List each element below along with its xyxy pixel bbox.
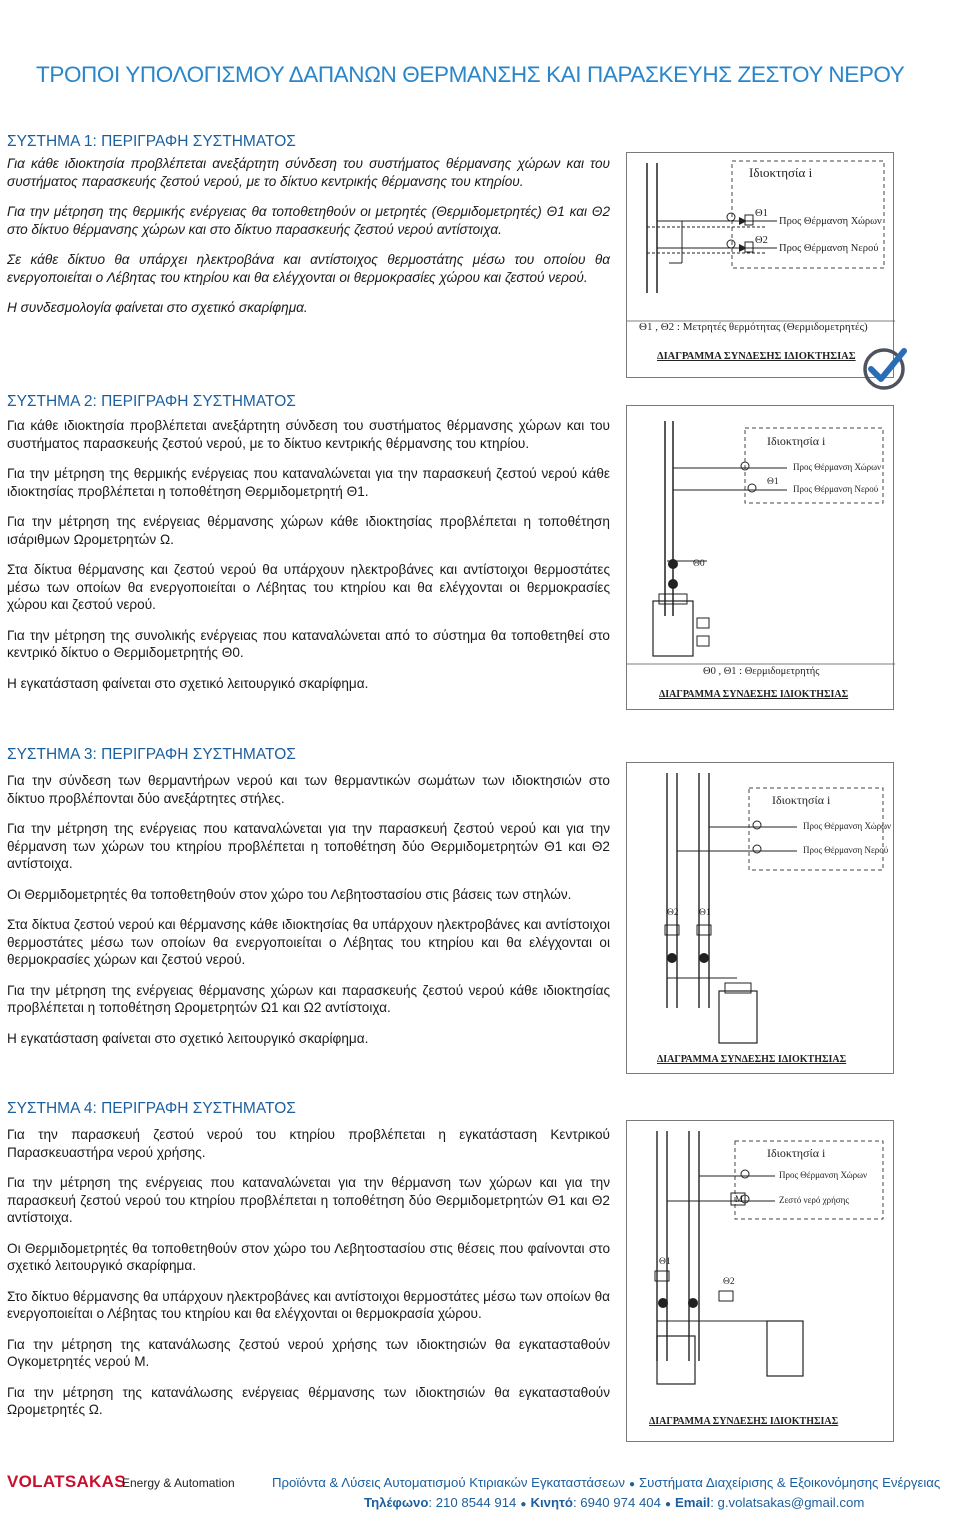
system-4-p5: Για την μέτρηση της κατανάλωσης ζεστού νερού χρήσης των ιδιοκτησιών θα εγκατασταθούν Ογκομετρητές νερού Μ. (7, 1336, 610, 1369)
diagram-2-meter1: Θ1 (767, 477, 779, 487)
bullet-icon: ● (664, 1499, 672, 1510)
system-3-text (7, 772, 610, 1047)
system-3-diagram (626, 762, 894, 1074)
footer (0, 1462, 960, 1524)
system-4-title: ΣΥΣΤΗΜΑ 4: ΠΕΡΙΓΡΑΦΗ ΣΥΣΤΗΜΑΤΟΣ (7, 1100, 296, 1117)
footer-contacts: Τηλέφωνο: 210 8544 914 ● Κινητό: 6940 974 404 ● Email: g.volatsakas@gmail.com (364, 1495, 865, 1510)
system-4-p2: Για την μέτρηση της ενέργειας που καταναλώνεται για την θέρμανση των χώρων και για την παρασκευή ζεστού νερού του κτηρίου προβλέπεται η τοποθέτηση δύο Θερμιδομετρητών Θ1 και Θ2 αντίστοιχα. (7, 1175, 610, 1225)
system-1-title: ΣΥΣΤΗΜΑ 1: ΠΕΡΙΓΡΑΦΗ ΣΥΣΤΗΜΑΤΟΣ (7, 133, 296, 150)
diagram-3-line2: Προς Θέρμανση Νερού (803, 845, 889, 855)
email-link[interactable]: g.volatsakas@gmail.com (717, 1495, 865, 1510)
diagram-2-property: Ιδιοκτησία i (767, 434, 826, 448)
phone-label: Τηλέφωνο (364, 1495, 429, 1510)
system-3-p6: Η εγκατάσταση φαίνεται στο σχετικό λειτουργικό σκαρίφημα. (7, 1030, 369, 1046)
diagram-1-meter2: Θ2 (755, 235, 768, 246)
system-3-p4: Στα δίκτυα ζεστού νερού και θέρμανσης κάθε ιδιοκτησίας θα υπάρχουν ηλεκτροβάνες και αντίστοιχοι θερμοστάτες μέσω των οποίων θα ενεργοποιείται ο Λέβητας του κτηρίου και θα ελέγχονται οι θερμοκρασίες χώρων και ζεστού νερού. (7, 917, 610, 967)
diagram-4-meter1: Θ1 (659, 1257, 671, 1267)
system-1-text (7, 155, 610, 317)
system-2-p3: Για την μέτρηση της ενέργειας θέρμανσης χώρων κάθε ιδιοκτησίας προβλέπεται η τοποθέτηση ισάριθμων Ωρομετρητών Ω. (7, 514, 610, 547)
bullet-icon: ● (520, 1499, 527, 1510)
email-label: Email (675, 1495, 711, 1510)
diagram-2-caption: ΔΙΑΓΡΑΜΜΑ ΣΥΝΔΕΣΗΣ ΙΔΙΟΚΤΗΣΙΑΣ (659, 689, 849, 700)
footer-tagline (272, 1475, 940, 1490)
system-2-diagram (626, 405, 894, 710)
diagram-1-legend: Θ1 , Θ2 : Μετρητές θερμότητας (Θερμιδομετρητές) (639, 321, 868, 333)
diagram-1-line2: Προς Θέρμανση Νερού (779, 243, 879, 254)
system-1-diagram (626, 152, 894, 378)
system-2-p4: Στα δίκτυα θέρμανσης και ζεστού νερού θα υπάρχουν ηλεκτροβάνες και αντίστοιχοι θερμοστάτες μέσω των οποίων θα ενεργοποιείται ο Λέβητας του κτηρίου και θα ελέγχονται οι θερμοκρασίες χώρου και ζεστού νερού. (7, 562, 610, 612)
diagram-3-line1: Προς Θέρμανση Χώρων (803, 821, 892, 831)
system-2-p2: Για την μέτρηση της θερμικής ενέργειας που καταναλώνεται για την παρασκευή ζεστού νερού κάθε ιδιοκτησίας προβλέπεται η τοποθέτηση Θερμιδομετρητή Θ1. (7, 466, 610, 499)
system-4-p6: Για την μέτρηση της κατανάλωσης ενέργειας θέρμανσης των ιδιοκτησιών θα εγκατασταθούν Ωρομετρητές Ω. (7, 1384, 610, 1417)
system-1-schematic (627, 153, 895, 379)
tagline-2: Συστήματα Διαχείρισης & Εξοικονόμησης Ενέργειας (639, 1475, 941, 1490)
system-1-p4: Η συνδεσμολογία φαίνεται στο σχετικό σκαρίφημα. (7, 300, 308, 315)
system-3-p3: Οι Θερμιδομετρητές θα τοποθετηθούν στον χώρο του Λεβητοστασίου στις βάσεις των στηλών. (7, 886, 572, 902)
diagram-2-legend: Θ0 , Θ1 : Θερμιδομετρητής (703, 666, 820, 677)
system-3-p2: Για την μέτρηση της ενέργειας που καταναλώνεται για την παρασκευή ζεστού νερού και για την θέρμανση των χώρων του κτηρίου προβλέπεται η τοποθέτηση δύο Θερμιδομετρητών Θ1 και Θ2 αντίστοιχα. (7, 821, 610, 871)
diagram-2-meter0: Θ0 (693, 559, 705, 569)
tagline-1: Προϊόντα & Λύσεις Αυτοματισμού Κτιριακών Εγκαταστάσεων (272, 1475, 625, 1490)
system-2-p6: Η εγκατάσταση φαίνεται στο σχετικό λειτουργικό σκαρίφημα. (7, 675, 369, 691)
diagram-1-meter1: Θ1 (755, 208, 768, 219)
diagram-4-water-meter: Μ (735, 1194, 744, 1204)
brand-name: VOLATSAKAS (7, 1472, 126, 1491)
diagram-4-caption: ΔΙΑΓΡΑΜΜΑ ΣΥΝΔΕΣΗΣ ΙΔΙΟΚΤΗΣΙΑΣ (649, 1416, 839, 1427)
diagram-2-line2: Προς Θέρμανση Νερού (793, 484, 879, 494)
diagram-4-property: Ιδιοκτησία i (767, 1146, 826, 1160)
diagram-1-caption: ΔΙΑΓΡΑΜΜΑ ΣΥΝΔΕΣΗΣ ΙΔΙΟΚΤΗΣΙΑΣ (657, 351, 856, 362)
bullet-icon: ● (628, 1479, 636, 1490)
mobile-number[interactable]: 6940 974 404 (580, 1495, 661, 1510)
diagram-3-property: Ιδιοκτησία i (772, 793, 831, 807)
diagram-2-line1: Προς Θέρμανση Χώρων (793, 462, 882, 472)
system-3-title: ΣΥΣΤΗΜΑ 3: ΠΕΡΙΓΡΑΦΗ ΣΥΣΤΗΜΑΤΟΣ (7, 746, 296, 763)
diagram-1-property: Ιδιοκτησία i (749, 165, 813, 180)
diagram-3-meter2: Θ2 (667, 908, 679, 918)
system-4-p1: Για την παρασκευή ζεστού νερού του κτηρίου προβλέπεται η εγκατάσταση Κεντρικού Παρασκευαστήρα νερού χρήσης. (7, 1127, 610, 1160)
system-2-p1: Για κάθε ιδιοκτησία προβλέπεται ανεξάρτητη σύνδεση του συστήματος θέρμανσης χώρων και του συστήματος παρασκευής ζεστού νερού, με το δίκτυο κεντρικής θέρμανσης του κτηρίου. (7, 418, 610, 451)
brand-subtitle: Energy & Automation (122, 1476, 235, 1490)
system-1-p3: Σε κάθε δίκτυο θα υπάρχει ηλεκτροβάνα και αντίστοιχος θερμοστάτης μέσω του οποίου θα ενεργοποιείται ο Λέβητας του κτηρίου και θα ελέγχονται οι θερμοκρασίες χώρου και ζεστού νερού. (7, 252, 610, 285)
page-title: ΤΡΟΠΟΙ ΥΠΟΛΟΓΙΣΜΟΥ ΔΑΠΑΝΩΝ ΘΕΡΜΑΝΣΗΣ ΚΑΙ ΠΑΡΑΣΚΕΥΗΣ ΖΕΣΤΟΥ ΝΕΡΟΥ (36, 62, 905, 87)
mobile-label: Κινητό (530, 1495, 573, 1510)
diagram-4-line1: Προς Θέρμανση Χώρων (779, 1170, 868, 1180)
system-4-text (7, 1126, 610, 1419)
diagram-3-caption: ΔΙΑΓΡΑΜΜΑ ΣΥΝΔΕΣΗΣ ΙΔΙΟΚΤΗΣΙΑΣ (657, 1054, 847, 1065)
system-4-p3: Οι Θερμιδομετρητές θα τοποθετηθούν στον χώρο του Λεβητοστασίου στις θέσεις που φαίνονται στο σχετικό λειτουργικό σκαρίφημα. (7, 1240, 610, 1273)
diagram-3-meter1: Θ1 (699, 908, 711, 918)
system-3-p1: Για την σύνδεση των θερμαντήρων νερού και των θερμαντικών σωμάτων των ιδιοκτησιών στο δίκτυο προβλέπονται δύο ανεξάρτητες στήλες. (7, 773, 610, 806)
system-2-title: ΣΥΣΤΗΜΑ 2: ΠΕΡΙΓΡΑΦΗ ΣΥΣΤΗΜΑΤΟΣ (7, 393, 296, 410)
system-1-p1: Για κάθε ιδιοκτησία προβλέπεται ανεξάρτητη σύνδεση του συστήματος θέρμανσης χώρων και του συστήματος παρασκευής ζεστού νερού, με το δίκτυο κεντρικής θέρμανσης του κτηρίου. (7, 156, 610, 189)
system-3-schematic (627, 763, 895, 1075)
phone-number[interactable]: 210 8544 914 (435, 1495, 517, 1510)
diagram-4-line2: Ζεστό νερό χρήσης (779, 1195, 849, 1205)
system-2-text (7, 417, 610, 692)
diagram-1-line1: Προς Θέρμανση Χώρων (779, 216, 882, 227)
diagram-4-meter2: Θ2 (723, 1277, 735, 1287)
system-4-diagram (626, 1120, 894, 1442)
checkmark-icon (860, 343, 910, 393)
system-4-p4: Στο δίκτυο θέρμανσης θα υπάρχουν ηλεκτροβάνες και αντίστοιχοι θερμοστάτες μέσω των οποίων θα ενεργοποιείται ο Λέβητας του κτηρίου και θα ελέγχονται οι θερμοκρασία χώρου. (7, 1288, 610, 1321)
system-1-p2: Για την μέτρηση της θερμικής ενέργειας θα τοποθετηθούν οι μετρητές (Θερμιδομετρητές) Θ1 και Θ2 στο δίκτυο θέρμανσης χώρων και στο δίκτυο παρασκευής ζεστού νερού αντίστοιχα. (7, 204, 610, 237)
system-3-p5: Για την μέτρηση της ενέργειας θέρμανσης χώρων και παρασκευής ζεστού νερού κάθε ιδιοκτησίας προβλέπεται η τοποθέτηση Ωρομετρητών Ω1 και Ω2 αντίστοιχα. (7, 982, 610, 1015)
system-2-p5: Για την μέτρηση της συνολικής ενέργειας που καταναλώνεται από το σύστημα θα τοποθετηθεί στο κεντρικό δίκτυο ο Θερμιδομετρητής Θ0. (7, 627, 610, 660)
